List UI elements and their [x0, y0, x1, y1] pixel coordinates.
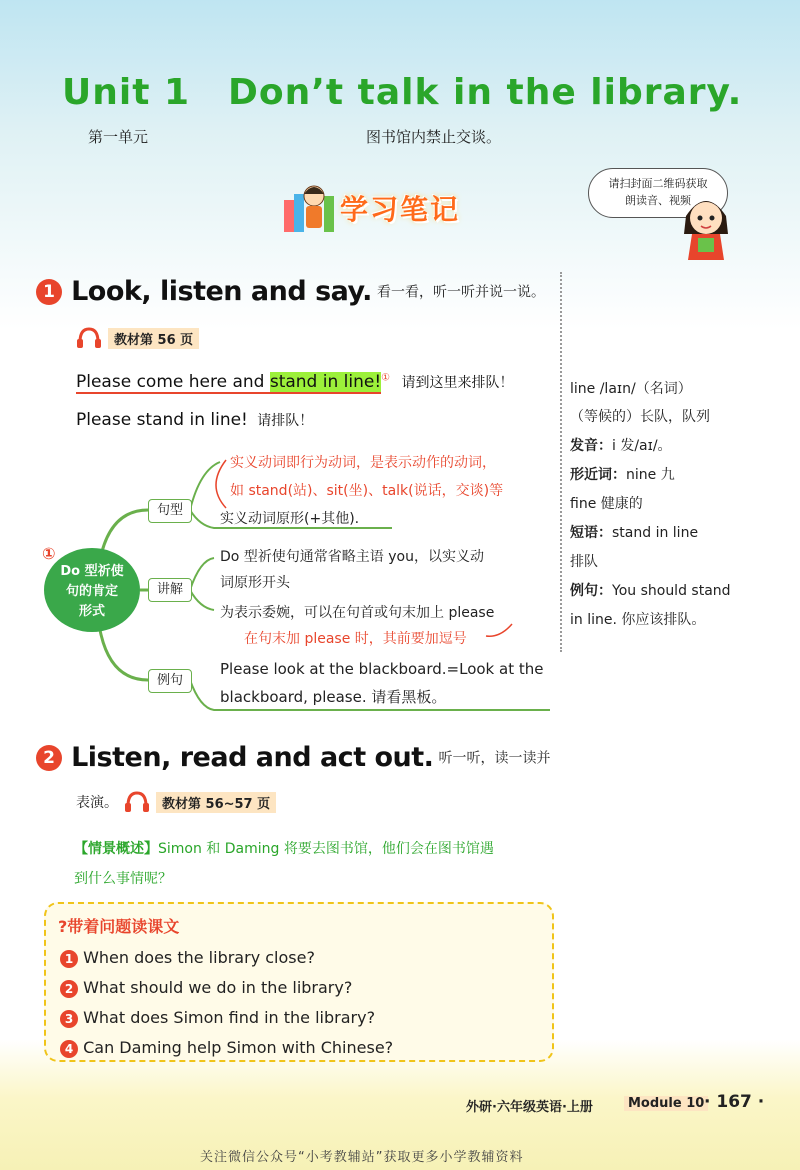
headphones-icon	[76, 326, 102, 350]
mindmap-hub-line-2: 句的肯定	[65, 584, 118, 599]
module-tag: Module 10	[624, 1096, 708, 1111]
example-text-1: Please look at the blackboard.=Look at the	[220, 660, 544, 678]
mindmap-hub-line-1: Do 型祈使	[60, 564, 124, 579]
section-2-title: Listen, read and act out.	[71, 742, 434, 773]
branch-label-explanation: 讲解	[148, 578, 192, 602]
question-mark-icon: ?	[58, 917, 68, 936]
sidebar-divider	[560, 272, 562, 652]
section-1-heading	[36, 276, 545, 307]
section-1-number: 1	[36, 279, 62, 305]
footer-note: 关注微信公众号“小考教辅站”获取更多小学教辅资料	[200, 1150, 524, 1165]
dialogue-line-2-en: Please stand in line!	[76, 410, 248, 430]
unit-heading-cn: 图书馆内禁止交谈。	[366, 128, 502, 146]
vocab-phrase	[570, 522, 698, 542]
reading-questions-box	[44, 902, 554, 1062]
unit-number: Unit 1	[62, 72, 190, 113]
phrase-value: stand in line	[612, 525, 699, 541]
bubble-line-1: 请扫封面二维码获取	[608, 177, 708, 190]
vocab-similar-word-2: fine 健康的	[570, 496, 643, 512]
question-item	[60, 948, 315, 968]
unit-number-cn: 第一单元	[88, 128, 149, 146]
dialogue-line-1-highlight: stand in line!	[269, 372, 382, 392]
vocab-phrase-meaning: 排队	[570, 554, 598, 570]
dialogue-line-1-cn: 请到这里来排队！	[401, 375, 514, 391]
section-2-title-cn: 听一听，读一读并	[438, 750, 551, 767]
vocab-similar-word	[570, 464, 675, 484]
scenario-label: 【情景概述】	[74, 841, 158, 857]
book-title: 外研·六年级英语·上册	[466, 1100, 593, 1115]
pronunciation-label: 发音：	[570, 438, 612, 454]
pattern-red-note-2: 如 stand(站)、sit(坐)、talk(说话，交谈)等	[230, 483, 504, 499]
scenario-text-2: 到什么事情呢？	[74, 871, 172, 887]
bubble-line-2: 朗读音、视频	[625, 194, 691, 207]
explanation-text-1: Do 型祈使句通常省略主语 you，以实义动	[220, 549, 484, 565]
question-text: What should we do in the library?	[83, 978, 353, 997]
question-item	[60, 1038, 393, 1058]
question-item	[60, 978, 352, 998]
explanation-text-2: 词原形开头	[220, 575, 290, 591]
unit-title	[62, 72, 762, 113]
question-text: Can Daming help Simon with Chinese?	[83, 1038, 394, 1057]
mindmap-center-node	[42, 544, 140, 632]
question-number: 1	[60, 950, 78, 968]
vocab-pronunciation	[570, 435, 672, 455]
headphones-icon	[124, 790, 150, 814]
reading-questions-title	[58, 914, 179, 937]
section-2-heading	[36, 742, 551, 773]
study-notes-title: 学习笔记	[340, 193, 461, 226]
mindmap-note-marker: ①	[42, 544, 56, 563]
unit-heading: Don’t talk in the library.	[228, 72, 743, 113]
section-2-textbook-ref	[76, 790, 276, 814]
branch-label-example: 例句	[148, 669, 192, 693]
vocab-example-2: in line. 你应该排队。	[570, 612, 706, 628]
dialogue-line-1	[76, 372, 514, 392]
explanation-red-note: 在句末加 please 时，其前要加逗号	[244, 631, 467, 647]
mindmap-hub-line-3: 形式	[78, 604, 105, 619]
scenario-summary	[74, 834, 554, 894]
dialogue-line-2	[76, 410, 313, 430]
phrase-label: 短语：	[570, 525, 612, 541]
note-marker-1: ①	[381, 372, 391, 384]
girl-mascot-icon	[676, 186, 736, 266]
question-number: 3	[60, 1010, 78, 1028]
section-2-title-cn-2: 表演。	[76, 795, 118, 811]
textbook-page-tag: 教材第 56 页	[108, 328, 199, 349]
question-text: When does the library close?	[83, 948, 315, 967]
section-1-textbook-ref	[76, 326, 199, 350]
question-number: 4	[60, 1040, 78, 1058]
scenario-text-1: Simon 和 Daming 将要去图书馆，他们会在图书馆遇	[158, 841, 494, 857]
similar-word-label: 形近词：	[570, 467, 626, 483]
similar-word-value: nine 九	[626, 467, 675, 483]
example-label: 例句：	[570, 583, 612, 599]
study-notes-banner	[282, 176, 502, 236]
vocab-example	[570, 580, 731, 600]
explanation-text-3: 为表示委婉，可以在句首或句末加上 please	[220, 605, 495, 621]
reading-questions-title-text: 带着问题读课文	[67, 917, 180, 936]
section-2-number: 2	[36, 745, 62, 771]
pattern-red-note-1: 实义动词即行为动词，是表示动作的动词，	[230, 455, 496, 471]
section-1-title: Look, listen and say.	[71, 276, 372, 307]
example-text-2: blackboard, please. 请看黑板。	[220, 688, 447, 706]
dialogue-line-2-cn: 请排队！	[257, 413, 314, 429]
vocab-line: line /laɪn/（名词）	[570, 381, 692, 397]
branch-label-pattern: 句型	[148, 499, 192, 523]
section-1-title-cn: 看一看，听一听并说一说。	[377, 284, 546, 301]
question-number: 2	[60, 980, 78, 998]
dialogue-line-1-pre: Please come here and	[76, 372, 270, 392]
pattern-text: 实义动词原形(+其他).	[220, 511, 360, 527]
student-reading-icon	[282, 176, 338, 236]
page-number: · 167 ·	[704, 1092, 765, 1112]
pronunciation-value: i 发/aɪ/。	[612, 438, 672, 454]
textbook-page-tag-2: 教材第 56~57 页	[156, 792, 276, 813]
question-text: What does Simon find in the library?	[83, 1008, 376, 1027]
vocab-meaning: （等候的）长队，队列	[570, 409, 710, 425]
question-item	[60, 1008, 375, 1028]
example-value: You should stand	[612, 583, 731, 599]
